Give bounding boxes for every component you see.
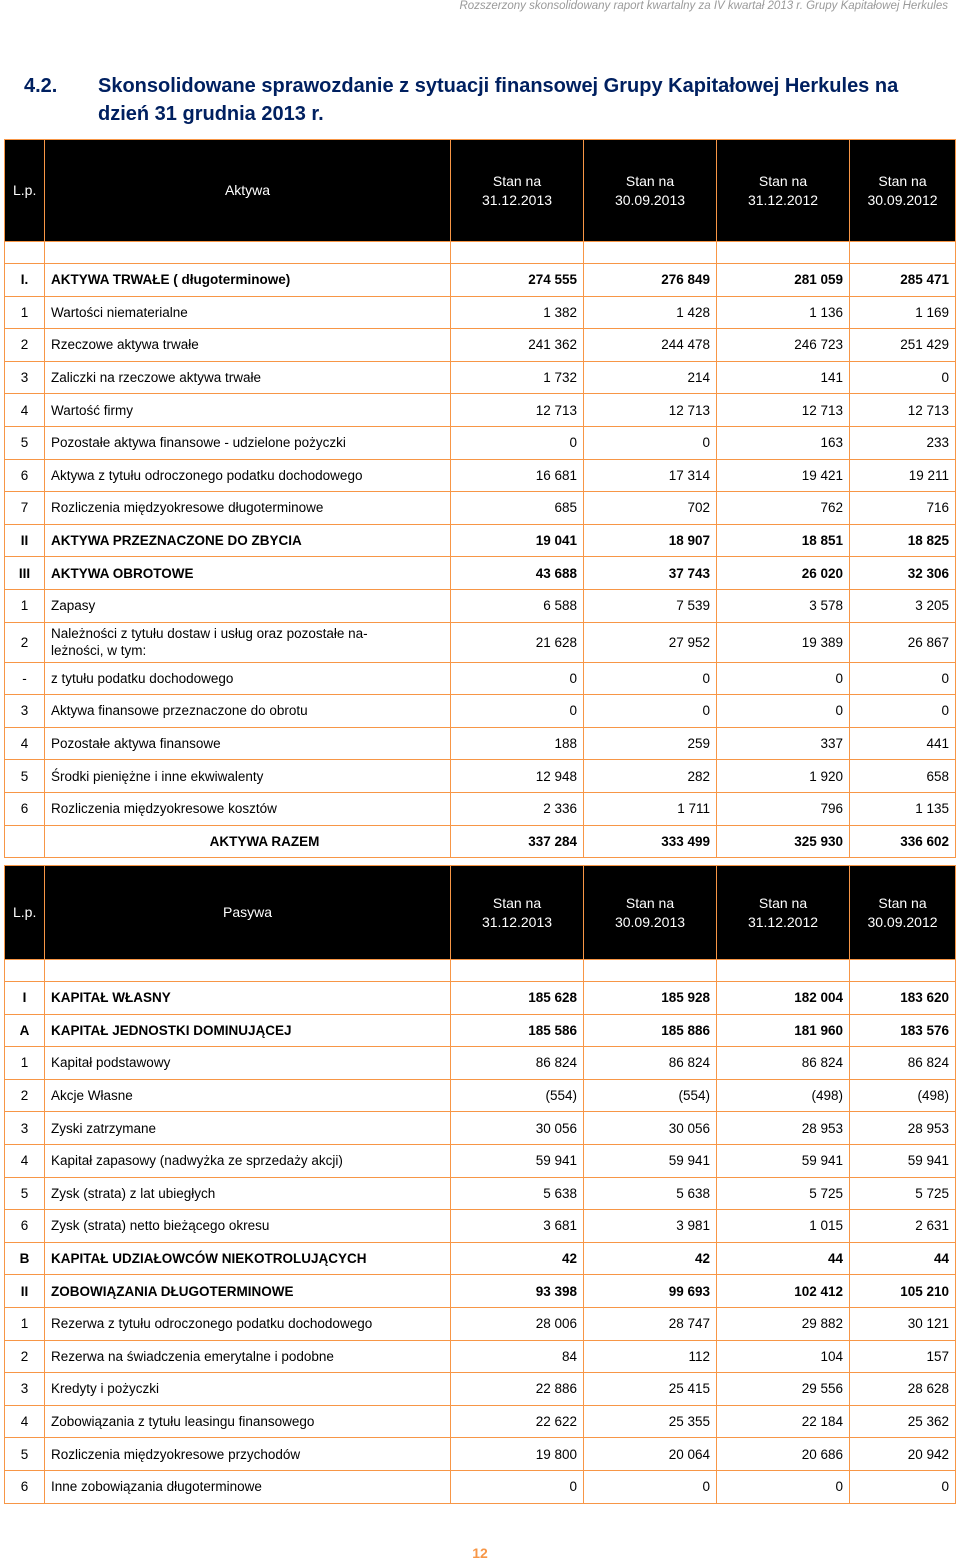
row-value-col-1: 685 (451, 492, 584, 525)
row-value-col-1: 12 948 (451, 760, 584, 793)
row-description: Zapasy (45, 589, 451, 622)
header-col-1: Stan na 31.12.2013 (451, 866, 584, 960)
row-value-col-2: 86 824 (584, 1047, 717, 1080)
header-aktywa: Aktywa (45, 140, 451, 242)
row-value-col-2: 259 (584, 727, 717, 760)
row-value-col-3: 59 941 (717, 1144, 850, 1177)
row-lp: II (5, 1275, 45, 1308)
row-value-col-4: 1 135 (850, 792, 956, 825)
row-value-col-2: 7 539 (584, 589, 717, 622)
table-row (5, 1340, 956, 1373)
row-value-col-2: 0 (584, 426, 717, 459)
table-row (5, 1210, 956, 1243)
row-value-col-2: 112 (584, 1340, 717, 1373)
row-lp: 4 (5, 727, 45, 760)
table-row (5, 1275, 956, 1308)
row-value-col-4: 285 471 (850, 264, 956, 297)
row-description: Zysk (strata) z lat ubiegłych (45, 1177, 451, 1210)
row-value-col-3: 1 015 (717, 1210, 850, 1243)
assets-table (4, 139, 956, 858)
row-lp: - (5, 662, 45, 695)
row-value-col-4: 251 429 (850, 329, 956, 362)
header-col-2: Stan na 30.09.2013 (584, 866, 717, 960)
row-description: Rezerwa z tytułu odroczonego podatku dochodowego (45, 1307, 451, 1340)
row-value-col-3: 29 882 (717, 1307, 850, 1340)
row-description: Akcje Własne (45, 1079, 451, 1112)
row-value-col-3: 44 (717, 1242, 850, 1275)
row-lp: 6 (5, 1470, 45, 1503)
row-value-col-4: 0 (850, 361, 956, 394)
table-row (5, 982, 956, 1015)
row-lp: 5 (5, 760, 45, 793)
row-value-col-4: 2 631 (850, 1210, 956, 1243)
row-value-col-1: 3 681 (451, 1210, 584, 1243)
row-lp: 1 (5, 1307, 45, 1340)
row-description: Zaliczki na rzeczowe aktywa trwałe (45, 361, 451, 394)
row-value-col-3: 325 930 (717, 825, 850, 858)
row-value-col-3: 19 389 (717, 622, 850, 662)
row-value-col-2: 99 693 (584, 1275, 717, 1308)
row-value-col-4: 183 576 (850, 1014, 956, 1047)
row-value-col-3: 181 960 (717, 1014, 850, 1047)
row-description: Wartości niematerialne (45, 296, 451, 329)
row-value-col-4: 28 628 (850, 1373, 956, 1406)
row-value-col-2: 276 849 (584, 264, 717, 297)
row-value-col-3: 141 (717, 361, 850, 394)
row-value-col-2: 0 (584, 695, 717, 728)
row-lp: 1 (5, 296, 45, 329)
row-value-col-2: 27 952 (584, 622, 717, 662)
row-description: Kapitał zapasowy (nadwyżka ze sprzedaży akcji) (45, 1144, 451, 1177)
row-value-col-3: 26 020 (717, 557, 850, 590)
row-value-col-3: 20 686 (717, 1438, 850, 1471)
row-value-col-2: 214 (584, 361, 717, 394)
row-lp: 6 (5, 792, 45, 825)
row-value-col-4: 441 (850, 727, 956, 760)
row-lp: I (5, 982, 45, 1015)
row-value-col-1: 0 (451, 426, 584, 459)
header-col-1: Stan na 31.12.2013 (451, 140, 584, 242)
row-lp (5, 825, 45, 858)
row-value-col-3: 182 004 (717, 982, 850, 1015)
row-description: AKTYWA RAZEM (45, 825, 451, 858)
row-description: Kapitał podstawowy (45, 1047, 451, 1080)
row-value-col-3: 796 (717, 792, 850, 825)
row-value-col-4: 233 (850, 426, 956, 459)
row-lp: 2 (5, 622, 45, 662)
row-description: z tytułu podatku dochodowego (45, 662, 451, 695)
row-description: AKTYWA PRZEZNACZONE DO ZBYCIA (45, 524, 451, 557)
row-value-col-4: 658 (850, 760, 956, 793)
table-row (5, 825, 956, 858)
table-row (5, 695, 956, 728)
row-value-col-3: 22 184 (717, 1405, 850, 1438)
row-description: Inne zobowiązania długoterminowe (45, 1470, 451, 1503)
row-lp: 2 (5, 329, 45, 362)
row-value-col-1: 22 622 (451, 1405, 584, 1438)
section-number: 4.2. (24, 75, 58, 97)
row-description: KAPITAŁ JEDNOSTKI DOMINUJĄCEJ (45, 1014, 451, 1047)
row-value-col-3: (498) (717, 1079, 850, 1112)
row-value-col-2: 18 907 (584, 524, 717, 557)
row-value-col-4: 59 941 (850, 1144, 956, 1177)
row-value-col-1: 1 732 (451, 361, 584, 394)
row-lp: II (5, 524, 45, 557)
row-value-col-2: 185 928 (584, 982, 717, 1015)
header-col-4: Stan na 30.09.2012 (850, 866, 956, 960)
row-description: Należności z tytułu dostaw i usług oraz pozostałe na- leżności, w tym: (45, 622, 451, 662)
row-value-col-3: 102 412 (717, 1275, 850, 1308)
row-description: Zobowiązania z tytułu leasingu finansowego (45, 1405, 451, 1438)
row-lp: 1 (5, 589, 45, 622)
row-value-col-4: 26 867 (850, 622, 956, 662)
row-lp: 4 (5, 1405, 45, 1438)
row-description: Wartość firmy (45, 394, 451, 427)
row-value-col-1: 19 041 (451, 524, 584, 557)
row-value-col-3: 163 (717, 426, 850, 459)
row-value-col-4: 0 (850, 695, 956, 728)
table-row (5, 589, 956, 622)
header-col-3: Stan na 31.12.2012 (717, 866, 850, 960)
row-value-col-2: 3 981 (584, 1210, 717, 1243)
row-lp: 3 (5, 695, 45, 728)
row-value-col-4: 0 (850, 662, 956, 695)
row-value-col-2: 42 (584, 1242, 717, 1275)
row-value-col-3: 1 920 (717, 760, 850, 793)
row-value-col-3: 19 421 (717, 459, 850, 492)
table-row (5, 1470, 956, 1503)
table-row (5, 1405, 956, 1438)
row-lp: 7 (5, 492, 45, 525)
spacer-row (5, 960, 956, 982)
row-description: Kredyty i pożyczki (45, 1373, 451, 1406)
section-title-text: Skonsolidowane sprawozdanie z sytuacji finansowej Grupy Kapitałowej Herkules na dzień 31 grudnia 2013 r. (98, 75, 899, 125)
table-row (5, 760, 956, 793)
row-value-col-2: 1 711 (584, 792, 717, 825)
row-lp: 5 (5, 1177, 45, 1210)
table-row (5, 1112, 956, 1145)
row-value-col-1: 28 006 (451, 1307, 584, 1340)
row-description: AKTYWA TRWAŁE ( długoterminowe) (45, 264, 451, 297)
row-lp: 1 (5, 1047, 45, 1080)
table-row (5, 727, 956, 760)
row-description: Zysk (strata) netto bieżącego okresu (45, 1210, 451, 1243)
row-description: Rzeczowe aktywa trwałe (45, 329, 451, 362)
row-value-col-4: 25 362 (850, 1405, 956, 1438)
row-description: Rozliczenia międzyokresowe kosztów (45, 792, 451, 825)
row-value-col-2: 12 713 (584, 394, 717, 427)
row-lp: I. (5, 264, 45, 297)
row-value-col-1: 84 (451, 1340, 584, 1373)
row-value-col-4: 30 121 (850, 1307, 956, 1340)
table-row (5, 524, 956, 557)
spacer-row (5, 242, 956, 264)
row-value-col-1: 43 688 (451, 557, 584, 590)
row-value-col-4: 44 (850, 1242, 956, 1275)
row-value-col-4: 1 169 (850, 296, 956, 329)
row-value-col-4: 20 942 (850, 1438, 956, 1471)
row-description: Rozliczenia międzyokresowe długoterminowe (45, 492, 451, 525)
row-description: Pozostałe aktywa finansowe - udzielone pożyczki (45, 426, 451, 459)
row-value-col-1: 0 (451, 695, 584, 728)
row-value-col-4: 86 824 (850, 1047, 956, 1080)
header-pasywa: Pasywa (45, 866, 451, 960)
row-lp: 2 (5, 1079, 45, 1112)
row-value-col-1: 0 (451, 662, 584, 695)
row-value-col-2: 333 499 (584, 825, 717, 858)
row-value-col-1: 0 (451, 1470, 584, 1503)
row-lp: A (5, 1014, 45, 1047)
row-description: Aktywa finansowe przeznaczone do obrotu (45, 695, 451, 728)
row-value-col-3: 29 556 (717, 1373, 850, 1406)
row-value-col-1: 241 362 (451, 329, 584, 362)
row-value-col-2: 0 (584, 1470, 717, 1503)
table-row (5, 1014, 956, 1047)
row-value-col-2: 25 355 (584, 1405, 717, 1438)
row-value-col-4: 3 205 (850, 589, 956, 622)
row-value-col-2: 282 (584, 760, 717, 793)
header-lp: L.p. (5, 866, 45, 960)
row-lp: 3 (5, 1112, 45, 1145)
header-col-4: Stan na 30.09.2012 (850, 140, 956, 242)
row-value-col-3: 5 725 (717, 1177, 850, 1210)
row-lp: 5 (5, 1438, 45, 1471)
row-value-col-2: 28 747 (584, 1307, 717, 1340)
running-header: Rozszerzony skonsolidowany raport kwartalny za IV kwartał 2013 r. Grupy Kapitałowej Herkules (459, 0, 948, 12)
table-row (5, 459, 956, 492)
row-value-col-3: 3 578 (717, 589, 850, 622)
row-value-col-4: 336 602 (850, 825, 956, 858)
table-row (5, 1177, 956, 1210)
row-value-col-4: 18 825 (850, 524, 956, 557)
row-lp: 3 (5, 361, 45, 394)
row-value-col-1: 16 681 (451, 459, 584, 492)
row-description: ZOBOWIĄZANIA DŁUGOTERMINOWE (45, 1275, 451, 1308)
row-lp: 3 (5, 1373, 45, 1406)
row-lp: 4 (5, 394, 45, 427)
row-value-col-4: 28 953 (850, 1112, 956, 1145)
row-value-col-1: 93 398 (451, 1275, 584, 1308)
row-value-col-4: 5 725 (850, 1177, 956, 1210)
row-value-col-4: 183 620 (850, 982, 956, 1015)
table-row (5, 492, 956, 525)
row-lp: 2 (5, 1340, 45, 1373)
row-value-col-1: (554) (451, 1079, 584, 1112)
row-value-col-2: 37 743 (584, 557, 717, 590)
table-row (5, 1144, 956, 1177)
table-row (5, 662, 956, 695)
row-value-col-1: 5 638 (451, 1177, 584, 1210)
row-value-col-1: 337 284 (451, 825, 584, 858)
row-value-col-1: 274 555 (451, 264, 584, 297)
row-lp: 5 (5, 426, 45, 459)
row-description: Rozliczenia międzyokresowe przychodów (45, 1438, 451, 1471)
table-row (5, 1307, 956, 1340)
row-description: Zyski zatrzymane (45, 1112, 451, 1145)
row-value-col-1: 21 628 (451, 622, 584, 662)
row-value-col-4: 32 306 (850, 557, 956, 590)
row-value-col-1: 188 (451, 727, 584, 760)
row-value-col-1: 12 713 (451, 394, 584, 427)
row-value-col-1: 30 056 (451, 1112, 584, 1145)
row-description: Rezerwa na świadczenia emerytalne i podobne (45, 1340, 451, 1373)
row-lp: 6 (5, 459, 45, 492)
row-description: KAPITAŁ WŁASNY (45, 982, 451, 1015)
row-value-col-4: (498) (850, 1079, 956, 1112)
row-value-col-1: 185 628 (451, 982, 584, 1015)
row-description: Aktywa z tytułu odroczonego podatku dochodowego (45, 459, 451, 492)
row-value-col-2: (554) (584, 1079, 717, 1112)
row-value-col-3: 0 (717, 695, 850, 728)
row-value-col-2: 25 415 (584, 1373, 717, 1406)
row-value-col-3: 86 824 (717, 1047, 850, 1080)
table-row (5, 1047, 956, 1080)
row-value-col-1: 185 586 (451, 1014, 584, 1047)
row-value-col-2: 59 941 (584, 1144, 717, 1177)
row-lp: B (5, 1242, 45, 1275)
row-value-col-3: 762 (717, 492, 850, 525)
row-value-col-2: 0 (584, 662, 717, 695)
row-value-col-1: 42 (451, 1242, 584, 1275)
row-description: Środki pieniężne i inne ekwiwalenty (45, 760, 451, 793)
row-value-col-2: 244 478 (584, 329, 717, 362)
page-number: 12 (472, 1545, 488, 1559)
section-title (24, 72, 954, 128)
row-value-col-2: 1 428 (584, 296, 717, 329)
row-value-col-1: 22 886 (451, 1373, 584, 1406)
row-value-col-4: 19 211 (850, 459, 956, 492)
row-value-col-3: 28 953 (717, 1112, 850, 1145)
row-value-col-2: 185 886 (584, 1014, 717, 1047)
row-value-col-3: 0 (717, 1470, 850, 1503)
row-value-col-4: 12 713 (850, 394, 956, 427)
table-row (5, 394, 956, 427)
row-value-col-2: 20 064 (584, 1438, 717, 1471)
table-row (5, 296, 956, 329)
table-row (5, 792, 956, 825)
row-value-col-4: 0 (850, 1470, 956, 1503)
row-value-col-1: 86 824 (451, 1047, 584, 1080)
table-row (5, 361, 956, 394)
header-lp: L.p. (5, 140, 45, 242)
row-value-col-3: 104 (717, 1340, 850, 1373)
row-description: KAPITAŁ UDZIAŁOWCÓW NIEKOTROLUJĄCYCH (45, 1242, 451, 1275)
row-value-col-3: 18 851 (717, 524, 850, 557)
row-value-col-3: 281 059 (717, 264, 850, 297)
row-value-col-1: 6 588 (451, 589, 584, 622)
row-description: AKTYWA OBROTOWE (45, 557, 451, 590)
row-value-col-3: 0 (717, 662, 850, 695)
row-value-col-4: 105 210 (850, 1275, 956, 1308)
row-value-col-1: 2 336 (451, 792, 584, 825)
row-value-col-3: 337 (717, 727, 850, 760)
header-col-2: Stan na 30.09.2013 (584, 140, 717, 242)
row-value-col-1: 19 800 (451, 1438, 584, 1471)
row-value-col-2: 702 (584, 492, 717, 525)
table-row (5, 1373, 956, 1406)
table-row (5, 1242, 956, 1275)
table-row (5, 1438, 956, 1471)
liabilities-table (4, 865, 956, 1504)
table-row (5, 622, 956, 662)
row-value-col-2: 5 638 (584, 1177, 717, 1210)
row-value-col-1: 1 382 (451, 296, 584, 329)
table-row (5, 264, 956, 297)
row-lp: 4 (5, 1144, 45, 1177)
row-value-col-2: 17 314 (584, 459, 717, 492)
row-value-col-1: 59 941 (451, 1144, 584, 1177)
row-value-col-3: 1 136 (717, 296, 850, 329)
row-value-col-2: 30 056 (584, 1112, 717, 1145)
table-row (5, 557, 956, 590)
table-row (5, 426, 956, 459)
table-row (5, 329, 956, 362)
row-lp: III (5, 557, 45, 590)
row-value-col-3: 246 723 (717, 329, 850, 362)
row-value-col-4: 716 (850, 492, 956, 525)
header-col-3: Stan na 31.12.2012 (717, 140, 850, 242)
row-lp: 6 (5, 1210, 45, 1243)
table-row (5, 1079, 956, 1112)
row-description: Pozostałe aktywa finansowe (45, 727, 451, 760)
row-value-col-3: 12 713 (717, 394, 850, 427)
row-value-col-4: 157 (850, 1340, 956, 1373)
